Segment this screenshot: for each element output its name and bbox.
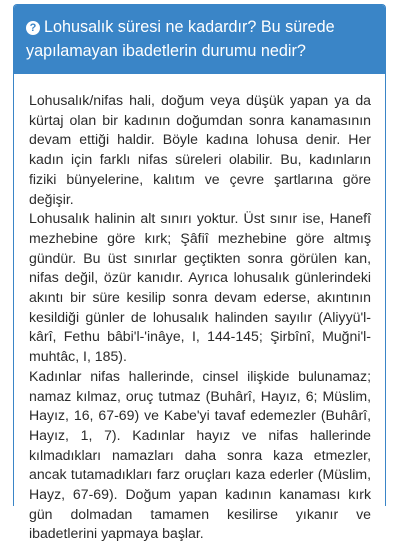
question-circle-icon: ? [26, 21, 40, 35]
question-header[interactable] [14, 5, 385, 74]
question-title: Lohusalık süresi ne kadardır? Bu sürede yapılamayan ibadetlerin durumu nedir? [26, 18, 335, 60]
answer-paragraph: Lohusalık halinin alt sınırı yoktur. Üst sınır ise, Hanefî mezhebine göre kırk; Şâfiî mezhebine göre altmış gündür. Bu üst sınırlar geçtikten sonra görülen kan, nifas değil, özür kanıdır. Ayrıca lohusalık günlerindeki akıntı bir süre kesilip sonra devam ederse, akıntının kesildiği günler de lohusalık halinden sayılır (Aliyyü'l-kârî, Fethu bâbi'l-'inâye, I, 144-145; Şirbînî, Muğni'l-muhtâc, I, 185). [29, 210, 371, 365]
answer-paragraph: Kadınlar nifas hallerinde, cinsel ilişkide bulunamaz; namaz kılmaz, oruç tutmaz (Buhârî, Hayız, 6; Müslim, Hayız, 16, 67-69) ve Kabe'yi tavaf edemezler (Buhârî, Hayız, 1, 7). Kadınlar hayız ve nifas hallerinde kılmadıkları namazları daha sonra kaza etmezler, ancak tutamadıkları farz oruçları kaza ederler (Müslim, Hayz, 67-69). Doğum yapan kadının kanaması kırk gün dolmadan tamamen kesilirse yıkanır ve ibadetlerini yapmaya başlar. [29, 367, 371, 542]
answer-body [14, 74, 385, 544]
faq-card [13, 4, 386, 542]
answer-paragraph: Lohusalık/nifas hali, doğum veya düşük yapan ya da kürtaj olan bir kadının doğumdan sonra kanamasının devam ettiği haldir. Böyle kadına lohusa denir. Her kadın için farklı nifas süreleri olabilir. Bu, kadınların fiziki bünyelerine, kalıtım ve çevre şartlarına göre değişir. [29, 92, 371, 207]
